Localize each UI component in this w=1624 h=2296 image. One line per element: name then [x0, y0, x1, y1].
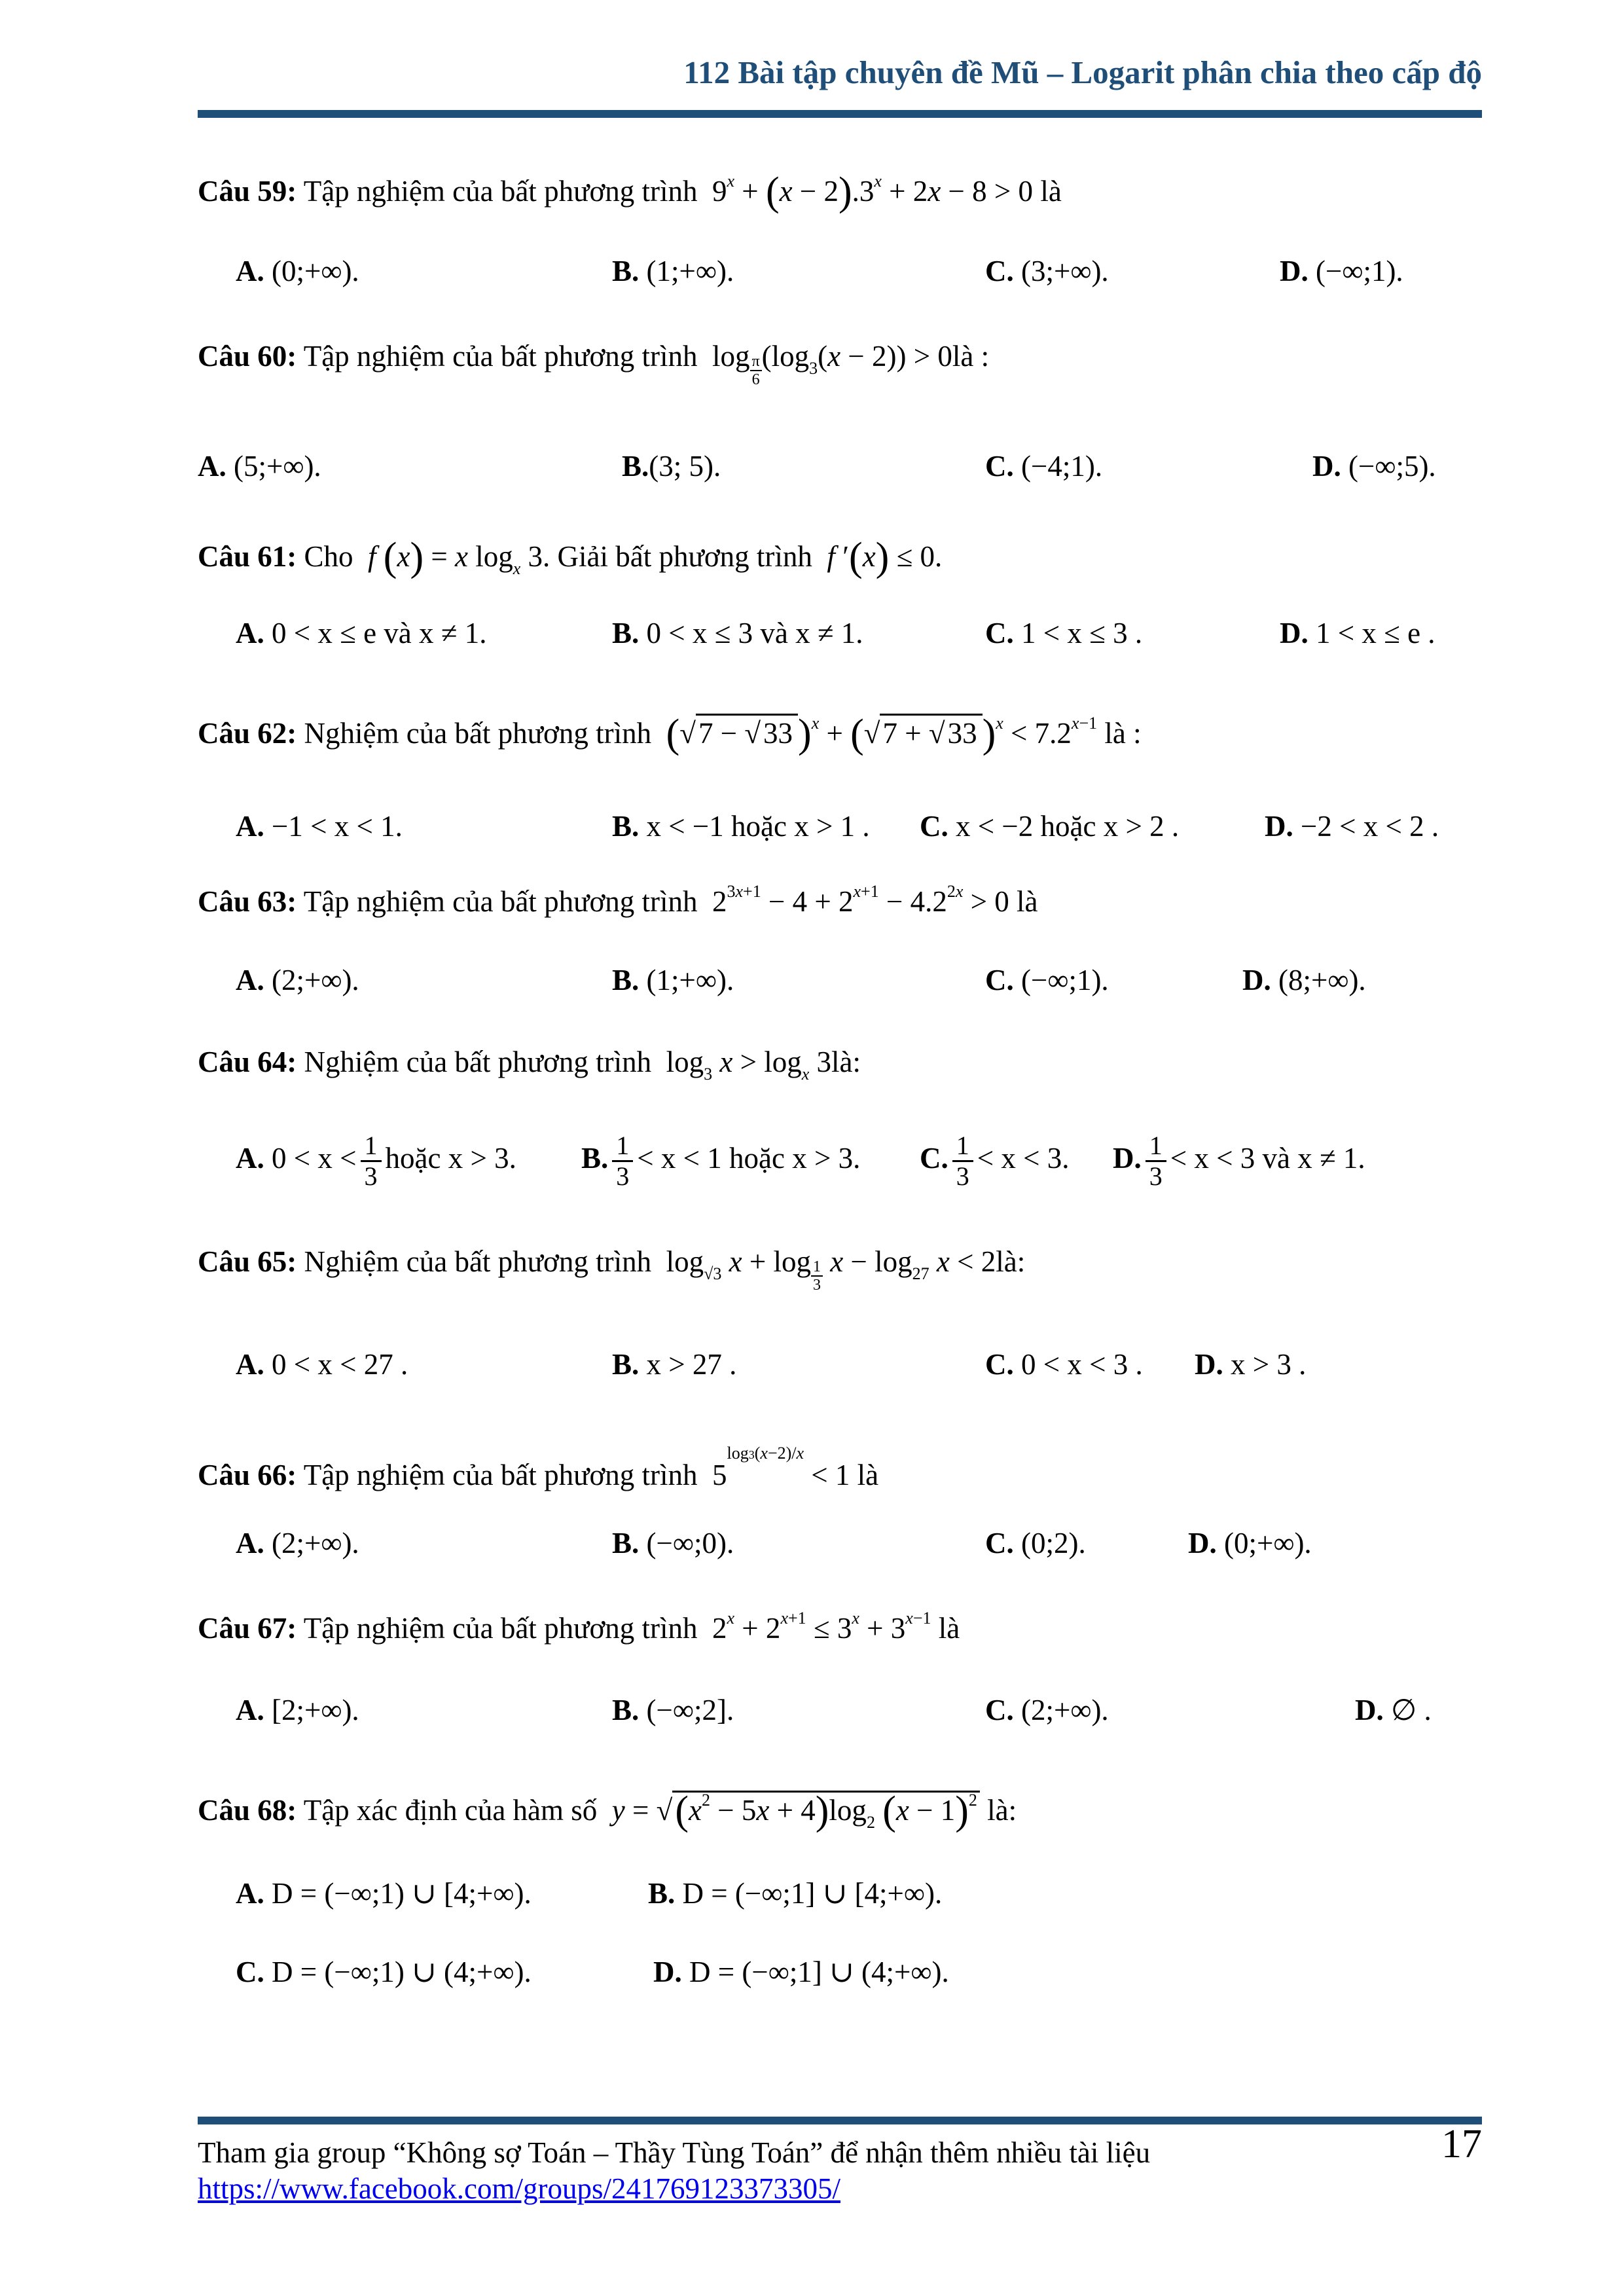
option-a: A. [2;+∞).	[236, 1694, 359, 1726]
math-expression: log $\frac{\pi}{6}$ $(\log_3(x - 2)) > 0$	[704, 340, 952, 388]
option-d: D. ∅ .	[1355, 1694, 1432, 1726]
question-text: Nghiệm của bất phương trình	[304, 1245, 652, 1278]
math-expression: $\log_{√3} x + \log$ $\frac{1}{3}$ $x - \log_{27} x < 2$	[659, 1245, 996, 1294]
option-d: D. 1 < x ≤ e .	[1280, 617, 1435, 649]
option-c: C. (3;+∞).	[985, 255, 1109, 287]
question-label: Câu 66:	[198, 1459, 297, 1491]
footer-text: Tham gia group “Không sợ Toán – Thầy Tùng Toán” để nhận thêm nhiều tài liệu	[198, 2136, 1151, 2169]
option-b: B. x < −1 hoặc x > 1 .	[612, 810, 870, 843]
option-b: B. D = (−∞;1] ∪ [4;+∞).	[648, 1877, 943, 1910]
question-tail: là:	[996, 1245, 1026, 1278]
question-text: Nghiệm của bất phương trình	[304, 1046, 652, 1078]
question-text: Tập nghiệm của bất phương trình	[303, 175, 698, 208]
footer-rule	[198, 2117, 1482, 2124]
math-expression: $9^x + (x - 2).3^x + 2x - 8 > 0$	[704, 170, 1034, 214]
question-label: Câu 63:	[198, 885, 297, 918]
option-b: B. (−∞;2].	[612, 1694, 734, 1726]
option-d: D. $\frac{1}{3}$ < x < 3 và x ≠ 1.	[1113, 1131, 1365, 1191]
question-tail: là:	[831, 1046, 861, 1078]
question-tail: < 1 là	[811, 1459, 879, 1491]
option-b: B. 0 < x ≤ 3 và x ≠ 1.	[612, 617, 863, 649]
question-tail: là :	[952, 340, 990, 373]
question-59	[198, 172, 1062, 212]
page-number: 17	[1441, 2122, 1482, 2166]
fraction-one-third: $\frac{1}{3}$	[1146, 1131, 1166, 1191]
fraction-one-third: $\frac{1}{3}$	[612, 1131, 633, 1191]
math-expression: f (x) = x $\log_x 3$	[368, 535, 543, 579]
question-tail: là :	[1104, 717, 1142, 750]
question-text: Tập nghiệm của bất phương trình	[303, 1612, 698, 1645]
option-a: A. 0 < x < 27 .	[236, 1348, 408, 1381]
question-67	[198, 1609, 960, 1645]
question-label: Câu 67:	[198, 1612, 297, 1645]
option-a: A. (5;+∞).	[198, 450, 321, 483]
math-expression: (√7 − √33 )$^x$ + (√7 + √33 )$^x < 7.2^{x-1}$	[666, 712, 1098, 756]
math-expression: $2^{3x+1} - 4 + 2^{x+1} - 4.2^{2x} > 0$	[704, 882, 1009, 918]
option-c: C. (−4;1).	[985, 450, 1103, 483]
question-tail: là	[1017, 885, 1038, 918]
question-tail: là	[938, 1612, 960, 1645]
question-tail: .	[935, 540, 943, 573]
option-a: A. 0 < x ≤ e và x ≠ 1.	[236, 617, 487, 649]
option-a: A. (2;+∞).	[236, 1527, 359, 1559]
question-label: Câu 60:	[198, 340, 297, 373]
question-label: Câu 68:	[198, 1794, 297, 1827]
question-66	[198, 1444, 879, 1491]
math-expression: $\log_3 x > \log_x 3$	[659, 1046, 832, 1084]
question-label: Câu 64:	[198, 1046, 297, 1078]
option-b: B.(3; 5).	[622, 450, 721, 483]
option-b: B. x > 27 .	[612, 1348, 737, 1381]
question-label: Câu 61:	[198, 540, 297, 573]
question-label: Câu 62:	[198, 717, 297, 750]
option-d: D. (0;+∞).	[1188, 1527, 1312, 1559]
question-68	[198, 1791, 1017, 1831]
question-65	[198, 1247, 1025, 1294]
fraction-one-third: $\frac{1}{3}$	[952, 1131, 973, 1191]
option-a: A. (0;+∞).	[236, 255, 359, 287]
question-61	[198, 537, 942, 577]
option-c: C. (2;+∞).	[985, 1694, 1109, 1726]
option-c: C. x < −2 hoặc x > 2 .	[920, 810, 1180, 843]
math-expression: $2^x + 2^{x+1} \le 3^x + 3^{x-1}$	[704, 1609, 931, 1645]
question-text: Tập xác định của hàm số	[303, 1794, 598, 1827]
option-a: A. D = (−∞;1) ∪ [4;+∞).	[236, 1877, 532, 1910]
question-63	[198, 882, 1038, 918]
question-62	[198, 714, 1142, 754]
option-c: C. $\frac{1}{3}$ < x < 3.	[920, 1131, 1070, 1191]
math-expression: $y = √(x^2 - 5x + 4)\log_2$ $(x - 1)^2$	[605, 1791, 980, 1827]
question-60	[198, 342, 989, 388]
question-label: Câu 65:	[198, 1245, 297, 1278]
header-rule	[198, 110, 1482, 118]
question-text: Tập nghiệm của bất phương trình	[303, 1459, 698, 1491]
question-text: Tập nghiệm của bất phương trình	[303, 340, 698, 373]
option-b: B. (−∞;0).	[612, 1527, 734, 1559]
page-header-title: 112 Bài tập chuyên đề Mũ – Logarit phân chia theo cấp độ	[683, 54, 1482, 90]
math-expression: $5^{log3(x-2)/x}$	[704, 1444, 804, 1491]
option-c: C. (0;2).	[985, 1527, 1086, 1559]
option-a: A. (2;+∞).	[236, 964, 359, 996]
question-text: Cho	[304, 540, 353, 573]
option-d: D. x > 3 .	[1195, 1348, 1307, 1381]
option-d: D. D = (−∞;1] ∪ (4;+∞).	[653, 1956, 949, 1988]
question-text: Nghiệm của bất phương trình	[304, 717, 652, 750]
option-c: C. D = (−∞;1) ∪ (4;+∞).	[236, 1956, 532, 1988]
footer-group-link[interactable]: https://www.facebook.com/groups/241769123373305/	[198, 2172, 840, 2205]
question-text: Tập nghiệm của bất phương trình	[303, 885, 698, 918]
option-c: C. 0 < x < 3 .	[985, 1348, 1143, 1381]
question-tail: là:	[987, 1794, 1017, 1827]
option-a: A. 0 < x < $\frac{1}{3}$ hoặc x > 3.	[236, 1131, 516, 1191]
option-b: B. (1;+∞).	[612, 964, 734, 996]
option-d: D. (−∞;5).	[1312, 450, 1436, 483]
option-d: D. −2 < x < 2 .	[1265, 810, 1439, 843]
question-mid: . Giải bất phương trình	[543, 540, 812, 573]
option-c: C. (−∞;1).	[985, 964, 1109, 996]
question-label: Câu 59:	[198, 175, 297, 208]
question-tail: là	[1040, 175, 1062, 208]
fraction-one-third: $\frac{1}{3}$	[361, 1131, 382, 1191]
option-c: C. 1 < x ≤ 3 .	[985, 617, 1143, 649]
option-a: A. −1 < x < 1.	[236, 810, 403, 843]
math-expression: f ′(x) ≤ 0	[827, 535, 935, 579]
option-b: B. (1;+∞).	[612, 255, 734, 287]
question-64	[198, 1046, 861, 1084]
option-b: B. $\frac{1}{3}$ < x < 1 hoặc x > 3.	[581, 1131, 861, 1191]
option-d: D. (−∞;1).	[1280, 255, 1403, 287]
option-d: D. (8;+∞).	[1242, 964, 1366, 996]
